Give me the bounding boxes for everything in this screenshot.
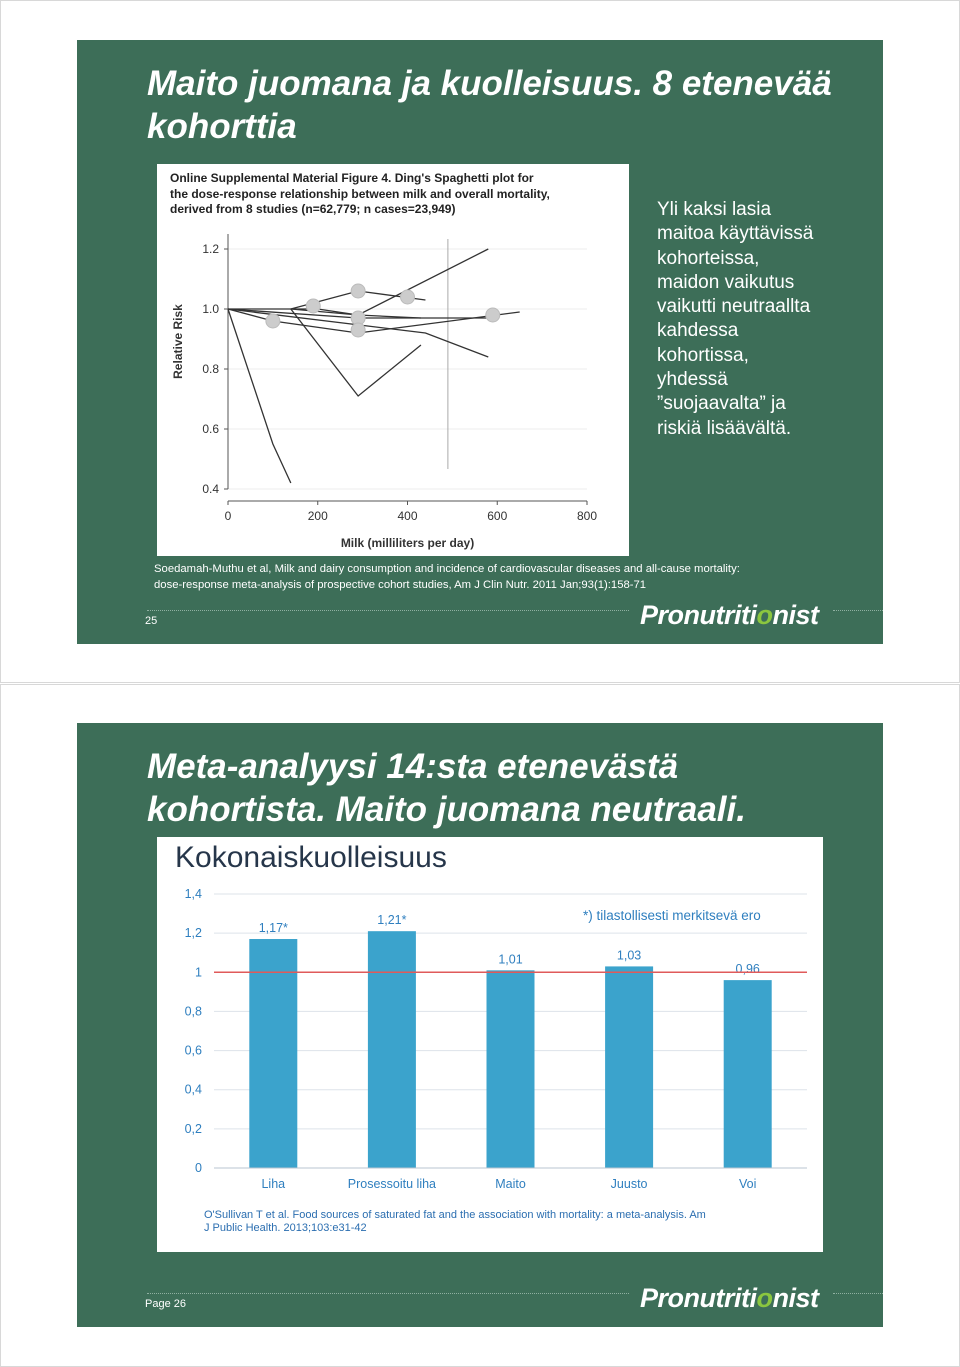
y-tick-label: 0,8 — [184, 1004, 202, 1019]
value-label: 1,01 — [498, 952, 523, 967]
study-marker — [486, 308, 500, 322]
pronutritionist-logo: Pronutritionist — [640, 1283, 819, 1313]
mortality-bar-chart — [157, 837, 823, 1252]
bar-4 — [605, 966, 653, 1168]
y-tick-label: 0.4 — [202, 482, 219, 496]
figure-caption-bold: Online Supplemental Material Figure 4. — [170, 171, 392, 185]
footer-line-left — [147, 610, 629, 611]
series-line-1 — [228, 309, 291, 483]
bar-3 — [487, 970, 535, 1168]
significance-note: *) tilastollisesti merkitsevä ero — [583, 908, 761, 923]
y-tick-label: 0.6 — [202, 422, 219, 436]
y-axis-label: Relative Risk — [171, 304, 185, 379]
category-label: Voi — [739, 1177, 757, 1191]
value-label: 0,96 — [735, 962, 760, 977]
slide-26 — [77, 723, 883, 1327]
x-tick-label: 200 — [307, 509, 328, 523]
study-marker — [351, 284, 365, 298]
side-text: Yli kaksi lasia maitoa käyttävissä kohorteissa, maidon vaikutus vaikutti neutraallta kahdessa kohortissa, yhdessä ”suojaavalta” ja riskiä lisäävältä. — [657, 199, 814, 439]
category-label: Maito — [495, 1177, 526, 1191]
chart-title: Kokonaiskuolleisuus — [175, 841, 447, 874]
value-label: 1,03 — [616, 948, 642, 963]
y-tick-label: 1,2 — [184, 926, 202, 941]
bar-2 — [368, 931, 416, 1168]
footer-line-left — [147, 1293, 629, 1294]
study-marker — [306, 299, 320, 313]
mortality-chart-panel — [157, 837, 823, 1252]
x-tick-label: 600 — [487, 509, 508, 523]
spaghetti-plot-panel — [157, 164, 629, 556]
category-label: Juusto — [610, 1177, 648, 1191]
category-label: Prosessoitu liha — [347, 1177, 437, 1191]
y-tick-label: 0,6 — [184, 1043, 202, 1058]
value-label: 1,21* — [377, 913, 407, 928]
footer-line-right — [833, 610, 883, 611]
slide-title: Maito juomana ja kuolleisuus. 8 etenevää kohorttia — [147, 64, 832, 146]
y-tick-label: 1 — [195, 965, 202, 980]
study-marker — [401, 290, 415, 304]
x-tick-label: 400 — [397, 509, 418, 523]
study-marker — [266, 314, 280, 328]
y-tick-label: 1.2 — [202, 242, 219, 256]
figure-caption-text: Ding's Spaghetti plot for the dose-response relationship between milk and overall mortality, derived from 8 studies (n=62,779; n cases=23,949) — [170, 171, 550, 216]
spaghetti-plot — [157, 164, 629, 556]
footer-line-right — [833, 1293, 883, 1294]
page-number: 25 — [145, 615, 158, 627]
bar-1 — [249, 939, 297, 1168]
chart-citation: O'Sullivan T et al. Food sources of saturated fat and the association with mortality: a meta-analysis. Am J Public Health. 2013;103:e31-42 — [204, 1209, 706, 1234]
slide-25 — [77, 40, 883, 644]
category-label: Liha — [261, 1177, 286, 1191]
pronutritionist-logo: Pronutritionist — [640, 600, 819, 630]
bar-5 — [724, 980, 772, 1168]
page-number: Page 26 — [145, 1298, 186, 1310]
slide-title: Meta-analyysi 14:sta etenevästä kohortista. Maito juomana neutraali. — [147, 747, 746, 829]
x-axis-label: Milk (milliliters per day) — [340, 536, 475, 550]
y-tick-label: 0.8 — [202, 362, 219, 376]
citation: Soedamah-Muthu et al, Milk and dairy consumption and incidence of cardiovascular diseases and all-cause mortality: dose-response meta-analysis of prospective cohort studies, Am J Clin Nutr. 2011 Jan;93(1):158-71 — [154, 563, 740, 591]
y-tick-label: 0,4 — [184, 1082, 202, 1097]
x-tick-label: 800 — [576, 509, 598, 523]
y-tick-label: 1.0 — [202, 302, 219, 316]
value-label: 1,17* — [258, 921, 288, 936]
study-marker — [351, 323, 365, 337]
y-tick-label: 0 — [195, 1161, 202, 1175]
y-tick-label: 0,2 — [184, 1121, 202, 1136]
x-tick-label: 0 — [224, 509, 232, 523]
y-tick-label: 1,4 — [184, 887, 202, 901]
